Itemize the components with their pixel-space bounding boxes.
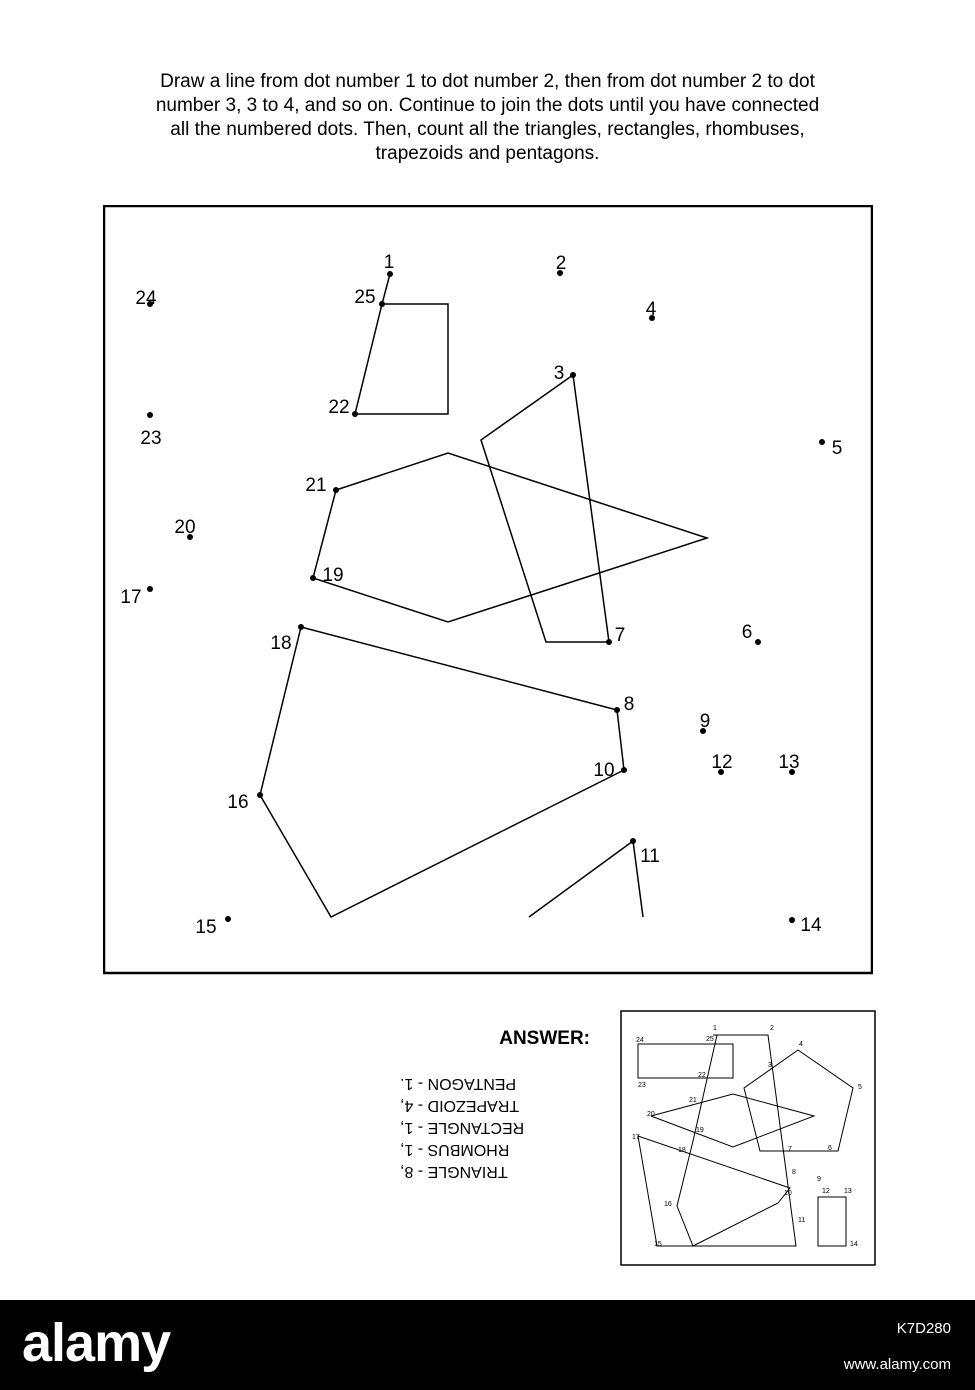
dot-label-19: 19	[322, 565, 344, 586]
dot-16	[257, 792, 263, 798]
dot-11	[630, 838, 636, 844]
answer-label: ANSWER:	[499, 1028, 590, 1049]
dot-label-8: 8	[623, 694, 635, 715]
thumbnail-label-13: 13	[844, 1188, 852, 1195]
dot-label-23: 23	[140, 428, 162, 449]
image-id: K7D280	[896, 1320, 951, 1337]
thumbnail-label-18: 18	[678, 1147, 686, 1154]
thumbnail-label-22: 22	[698, 1072, 706, 1079]
thumbnail-label-9: 9	[817, 1176, 821, 1183]
dot-label-11: 11	[640, 846, 660, 867]
dot-label-14: 14	[800, 915, 822, 936]
dot-label-15: 15	[195, 917, 217, 938]
answer-line: RECTANGLE - 1,	[400, 1119, 525, 1136]
thumbnail-label-19: 19	[696, 1127, 704, 1134]
dot-14	[789, 917, 795, 923]
thumbnail-label-17: 17	[632, 1134, 640, 1141]
dot-label-22: 22	[328, 397, 350, 418]
dot-21	[333, 487, 339, 493]
dot-label-16: 16	[227, 792, 249, 813]
dot-label-2: 2	[555, 253, 567, 274]
thumbnail-label-10: 10	[784, 1190, 792, 1197]
brand-logo: alamy	[22, 1313, 171, 1373]
dot-5	[819, 439, 825, 445]
thumbnail-label-5: 5	[858, 1084, 862, 1091]
dot-puzzle	[103, 205, 873, 975]
thumbnail-label-25: 25	[706, 1036, 714, 1043]
dot-25	[379, 301, 385, 307]
line-hexagon	[313, 453, 707, 622]
dot-22	[352, 411, 358, 417]
dot-15	[225, 916, 231, 922]
answer-line: TRIANGLE - 8,	[400, 1163, 508, 1180]
thumbnail-label-3: 3	[768, 1062, 772, 1069]
dot-label-5: 5	[831, 438, 843, 459]
line-quad-2	[481, 375, 609, 642]
dot-3	[570, 372, 576, 378]
instructions-line: number 3, 3 to 4, and so on. Continue to join the dots until you have connected	[155, 95, 820, 116]
dot-label-9: 9	[699, 711, 711, 732]
dot-label-7: 7	[614, 625, 626, 646]
dot-label-12: 12	[711, 752, 733, 773]
instructions-line: Draw a line from dot number 1 to dot number 2, then from dot number 2 to dot	[160, 71, 815, 92]
thumbnail-label-23: 23	[638, 1082, 646, 1089]
dot-6	[755, 639, 761, 645]
answer-text	[400, 1072, 590, 1182]
line-pentagon	[260, 627, 624, 917]
footer-bar	[0, 1300, 975, 1390]
puzzle-frame	[104, 206, 872, 973]
instructions	[60, 70, 915, 166]
dot-label-6: 6	[741, 622, 753, 643]
thumbnail-label-6: 6	[828, 1145, 832, 1152]
thumbnail-label-16: 16	[664, 1201, 672, 1208]
thumbnail-labels	[632, 1025, 862, 1248]
site-url: www.alamy.com	[843, 1356, 951, 1373]
dots	[147, 270, 825, 923]
dot-label-17: 17	[120, 587, 142, 608]
dot-23	[147, 412, 153, 418]
dot-8	[614, 707, 620, 713]
thumbnail-label-12: 12	[822, 1188, 830, 1195]
instructions-line: trapezoids and pentagons.	[375, 143, 600, 164]
answer-thumbnail	[620, 1010, 876, 1266]
thumbnail-label-8: 8	[792, 1169, 796, 1176]
answer-line: TRAPEZOID - 4,	[400, 1097, 520, 1114]
dot-label-1: 1	[383, 252, 395, 273]
thumbnail-label-20: 20	[647, 1111, 655, 1118]
thumbnail-label-14: 14	[850, 1241, 858, 1248]
dot-label-24: 24	[135, 288, 157, 309]
dot-label-18: 18	[270, 633, 292, 654]
dot-label-10: 10	[593, 760, 615, 781]
instructions-line: all the numbered dots. Then, count all the triangles, rectangles, rhombuses,	[170, 119, 805, 140]
drawn-lines	[260, 274, 707, 917]
answer-line: PENTAGON - 1.	[400, 1075, 517, 1092]
thumbnail-lines	[638, 1035, 853, 1246]
thumbnail-label-24: 24	[636, 1037, 644, 1044]
dot-label-21: 21	[305, 475, 327, 496]
thumbnail-frame	[621, 1011, 875, 1265]
dot-label-25: 25	[354, 287, 376, 308]
dot-labels	[120, 252, 842, 938]
thumbnail-label-21: 21	[689, 1097, 697, 1104]
thumbnail-label-15: 15	[654, 1241, 662, 1248]
dot-label-3: 3	[553, 363, 565, 384]
dot-18	[298, 624, 304, 630]
dot-19	[310, 575, 316, 581]
thumbnail-label-2: 2	[770, 1025, 774, 1032]
dot-label-20: 20	[174, 517, 196, 538]
thumbnail-label-7: 7	[788, 1146, 792, 1153]
dot-label-4: 4	[645, 299, 657, 320]
dot-17	[147, 586, 153, 592]
dot-7	[606, 639, 612, 645]
thumbnail-label-1: 1	[713, 1025, 717, 1032]
line-11	[529, 841, 643, 917]
answer-line: RHOMBUS - 1,	[400, 1141, 510, 1158]
thumbnail-label-4: 4	[799, 1041, 803, 1048]
dot-10	[621, 767, 627, 773]
thumbnail-label-11: 11	[798, 1217, 806, 1224]
dot-label-13: 13	[778, 752, 800, 773]
